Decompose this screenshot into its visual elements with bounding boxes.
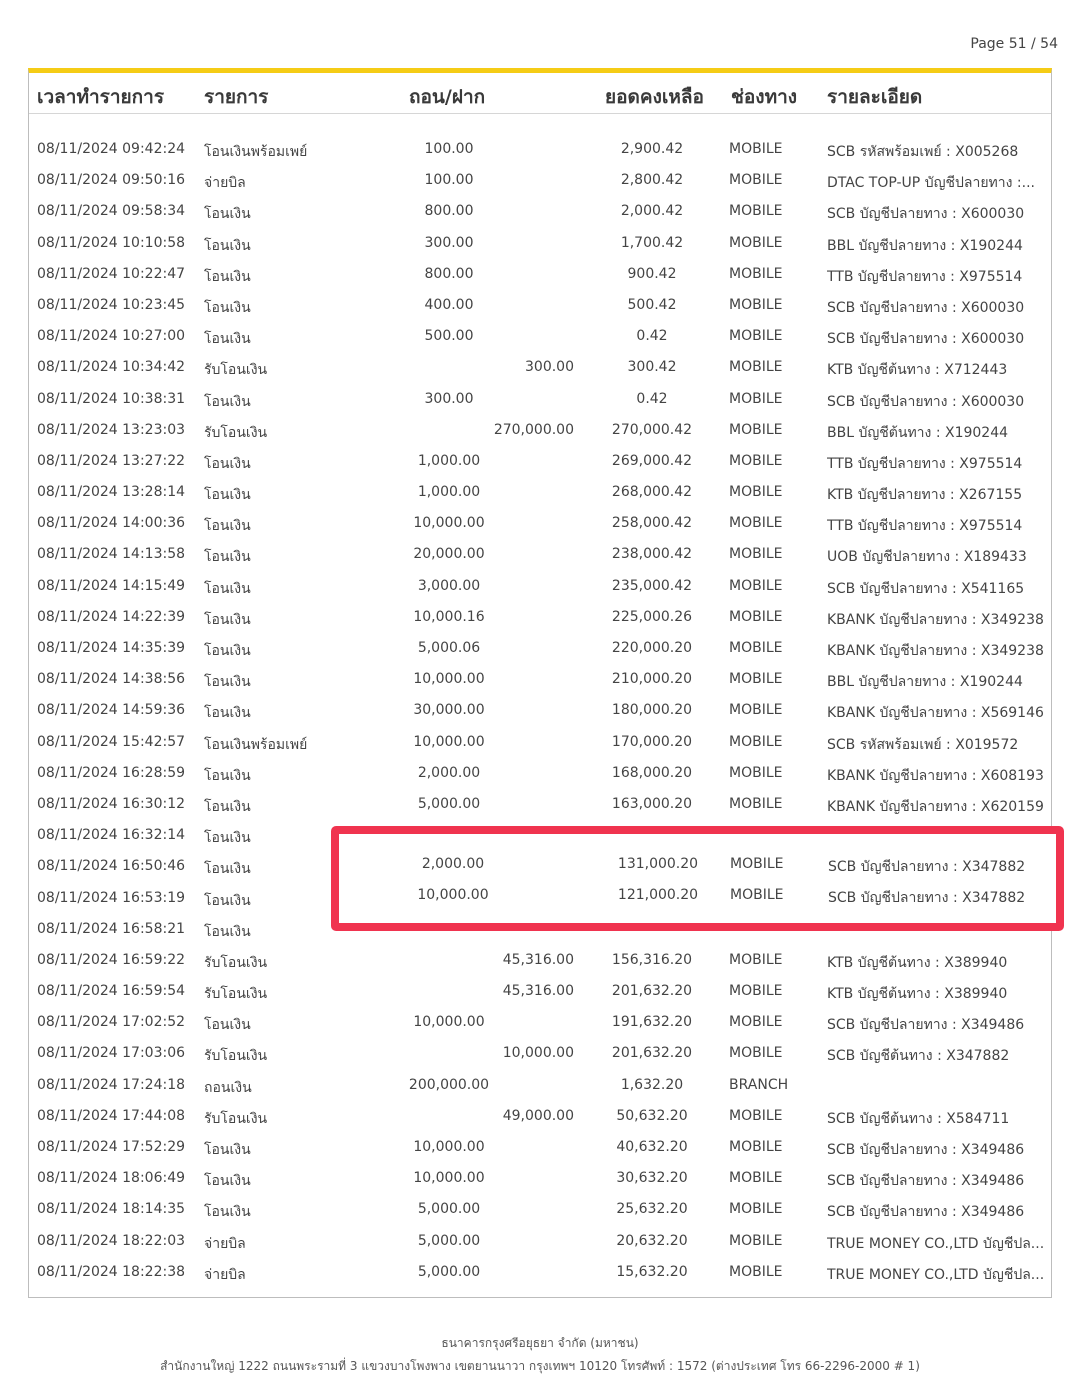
cell-time: 08/11/2024 14:13:58: [37, 546, 186, 563]
cell-det: BBL บัญชีปลายทาง : X190244: [827, 237, 1023, 254]
cell-bal: 1,700.42: [620, 234, 684, 251]
cell-bal: 900.42: [627, 265, 677, 282]
cell-det: TTB บัญชีปลายทาง : X975514: [827, 518, 1023, 535]
cell-ch: MOBILE: [729, 951, 783, 968]
header-detail: รายละเอียด: [827, 86, 923, 108]
cell-item: รับโอนเงิน: [204, 362, 268, 379]
cell-ch: MOBILE: [729, 484, 783, 501]
cell-time: 08/11/2024 16:58:21: [37, 920, 186, 937]
cell-ch: MOBILE: [729, 1232, 783, 1249]
cell-wd: 10,000.00: [413, 733, 485, 750]
cell-time: 08/11/2024 10:22:47: [37, 265, 186, 282]
cell-ch: MOBILE: [729, 702, 783, 719]
cell-time: 08/11/2024 13:23:03: [37, 421, 186, 438]
cell-item: โอนเงิน: [204, 767, 251, 784]
cell-item: จ่ายบิล: [204, 1266, 246, 1283]
cell-ch: MOBILE: [729, 671, 783, 688]
cell-dep: 270,000.00: [493, 421, 574, 438]
cell-wd: 1,000.00: [417, 452, 481, 469]
cell-det: SCB บัญชีปลายทาง : X349486: [827, 1173, 1025, 1190]
table-row: [29, 135, 1051, 166]
table-row: [29, 478, 1051, 509]
cell-wd: 800.00: [424, 203, 474, 220]
cell-ch: MOBILE: [729, 421, 783, 438]
cell-det: SCB รหัสพร้อมเพย์ : X005268: [827, 144, 1019, 160]
cell-wd: 1,000.00: [417, 484, 481, 501]
cell-item: รับโอนเงิน: [204, 954, 268, 971]
cell-bal: 15,632.20: [616, 1263, 688, 1280]
cell-item: โอนเงิน: [204, 455, 251, 472]
cell-item: รับโอนเงิน: [204, 1110, 268, 1127]
cell-time: 08/11/2024 10:23:45: [37, 296, 186, 313]
cell-ch: MOBILE: [729, 733, 783, 750]
highlight-channel: MOBILE: [730, 856, 784, 872]
cell-item: โอนเงิน: [204, 549, 251, 566]
table-row: [29, 509, 1051, 540]
cell-item: โอนเงิน: [204, 268, 251, 285]
cell-time: 08/11/2024 10:34:42: [37, 359, 186, 376]
statement-table: [28, 68, 1052, 1298]
cell-dep: 10,000.00: [502, 1045, 574, 1062]
table-row: [29, 385, 1051, 416]
cell-bal: 50,632.20: [616, 1107, 688, 1124]
cell-item: จ่ายบิล: [204, 175, 246, 192]
cell-det: SCB บัญชีปลายทาง : X349486: [827, 1204, 1025, 1221]
cell-wd: 20,000.00: [413, 546, 485, 563]
cell-time: 08/11/2024 16:53:19: [37, 889, 186, 906]
cell-ch: BRANCH: [729, 1076, 789, 1093]
cell-item: รับโอนเงิน: [204, 424, 268, 441]
cell-bal: 270,000.42: [611, 421, 693, 438]
cell-ch: MOBILE: [729, 1014, 783, 1031]
cell-time: 08/11/2024 14:59:36: [37, 702, 186, 719]
cell-bal: 0.42: [636, 328, 668, 345]
cell-time: 08/11/2024 16:30:12: [37, 795, 186, 812]
cell-item: โอนเงินพร้อมเพย์: [204, 736, 308, 753]
table-row: [29, 572, 1051, 603]
cell-ch: MOBILE: [729, 452, 783, 469]
cell-bal: 1,632.20: [620, 1076, 684, 1093]
cell-det: SCB บัญชีต้นทาง : X584711: [827, 1110, 1010, 1127]
cell-time: 08/11/2024 15:42:57: [37, 733, 186, 750]
cell-item: โอนเงิน: [204, 518, 251, 535]
cell-bal: 25,632.20: [616, 1201, 688, 1218]
table-row: [29, 1071, 1051, 1102]
cell-time: 08/11/2024 16:28:59: [37, 764, 186, 781]
cell-det: KBANK บัญชีปลายทาง : X608193: [827, 767, 1044, 784]
header-balance: ยอดคงเหลือ: [605, 86, 704, 108]
cell-time: 08/11/2024 18:22:03: [37, 1232, 186, 1249]
cell-dep: 45,316.00: [502, 951, 574, 968]
table-row: [29, 447, 1051, 478]
table-body: [29, 135, 1051, 1289]
cell-wd: 3,000.00: [417, 577, 481, 594]
cell-item: โอนเงิน: [204, 331, 251, 348]
cell-time: 08/11/2024 18:14:35: [37, 1201, 186, 1218]
cell-time: 08/11/2024 13:27:22: [37, 452, 186, 469]
cell-item: โอนเงิน: [204, 1173, 251, 1190]
cell-wd: 500.00: [424, 328, 474, 345]
cell-det: SCB บัญชีปลายทาง : X541165: [827, 580, 1025, 597]
cell-wd: 2,000.00: [417, 764, 481, 781]
page-number: Page 51 / 54: [970, 36, 1058, 52]
table-row: [29, 229, 1051, 260]
cell-det: SCB บัญชีปลายทาง : X600030: [827, 331, 1025, 348]
cell-bal: 500.42: [627, 296, 677, 313]
cell-bal: 156,316.20: [611, 951, 693, 968]
cell-dep: 300.00: [525, 359, 574, 376]
header-withdraw-deposit: ถอน/ฝาก: [409, 86, 486, 108]
cell-det: TRUE MONEY CO.,LTD บัญชีปล...: [827, 1266, 1045, 1283]
cell-ch: MOBILE: [729, 577, 783, 594]
table-row: [29, 634, 1051, 665]
cell-bal: 225,000.26: [611, 608, 693, 625]
cell-ch: MOBILE: [729, 141, 783, 157]
cell-time: 08/11/2024 17:24:18: [37, 1076, 186, 1093]
cell-wd: 200,000.00: [408, 1076, 490, 1093]
table-row: [29, 416, 1051, 447]
cell-bal: 40,632.20: [616, 1139, 688, 1155]
cell-bal: 201,632.20: [611, 1045, 693, 1062]
cell-item: โอนเงินพร้อมเพย์: [204, 144, 308, 160]
cell-bal: 2,000.42: [620, 203, 684, 220]
cell-det: BBL บัญชีต้นทาง : X190244: [827, 424, 1009, 441]
cell-wd: 10,000.00: [413, 1170, 485, 1187]
cell-time: 08/11/2024 14:35:39: [37, 640, 186, 656]
table-row: [29, 291, 1051, 322]
cell-bal: 2,900.42: [620, 141, 684, 157]
cell-ch: MOBILE: [729, 515, 783, 532]
cell-wd: 300.00: [424, 390, 474, 407]
cell-item: โอนเงิน: [204, 487, 251, 504]
cell-wd: 800.00: [424, 265, 474, 282]
table-row: [29, 1039, 1051, 1070]
cell-time: 08/11/2024 17:44:08: [37, 1107, 186, 1124]
cell-ch: MOBILE: [729, 1170, 783, 1187]
cell-time: 08/11/2024 14:00:36: [37, 515, 186, 532]
cell-det: SCB รหัสพร้อมเพย์ : X019572: [827, 736, 1019, 753]
cell-det: SCB บัญชีปลายทาง : X349486: [827, 1142, 1025, 1158]
cell-bal: 170,000.20: [611, 733, 693, 750]
cell-det: SCB บัญชีปลายทาง : X600030: [827, 299, 1025, 316]
table-row: [29, 353, 1051, 384]
cell-ch: MOBILE: [729, 1263, 783, 1280]
cell-time: 08/11/2024 14:22:39: [37, 608, 186, 625]
cell-det: TRUE MONEY CO.,LTD บัญชีปล...: [827, 1235, 1045, 1252]
footer-bank-name: ธนาคารกรุงศรีอยุธยา จำกัด (มหาชน): [441, 1336, 639, 1350]
cell-bal: 191,632.20: [611, 1014, 693, 1031]
cell-wd: 30,000.00: [413, 702, 485, 719]
cell-time: 08/11/2024 18:22:38: [37, 1263, 186, 1280]
cell-time: 08/11/2024 17:52:29: [37, 1139, 186, 1155]
cell-det: TTB บัญชีปลายทาง : X975514: [827, 268, 1023, 285]
cell-ch: MOBILE: [729, 546, 783, 563]
cell-item: โอนเงิน: [204, 923, 251, 940]
cell-det: SCB บัญชีปลายทาง : X600030: [827, 206, 1025, 223]
cell-bal: 300.42: [627, 359, 677, 376]
cell-wd: 10,000.16: [413, 608, 485, 625]
table-row: [29, 322, 1051, 353]
cell-bal: 163,000.20: [611, 795, 693, 812]
cell-time: 08/11/2024 18:06:49: [37, 1170, 186, 1187]
cell-ch: MOBILE: [729, 296, 783, 313]
table-row: [29, 696, 1051, 727]
cell-wd: 10,000.00: [413, 515, 485, 532]
cell-det: SCB บัญชีปลายทาง : X600030: [827, 393, 1025, 410]
header-item: รายการ: [204, 86, 269, 108]
table-row: [29, 1258, 1051, 1289]
cell-ch: MOBILE: [729, 764, 783, 781]
cell-time: 08/11/2024 09:58:34: [37, 203, 186, 220]
cell-wd: 300.00: [424, 234, 474, 251]
cell-det: KBANK บัญชีปลายทาง : X349238: [827, 611, 1044, 628]
cell-item: รับโอนเงิน: [204, 1048, 268, 1065]
cell-time: 08/11/2024 16:59:54: [37, 983, 186, 1000]
cell-item: โอนเงิน: [204, 798, 251, 815]
cell-ch: MOBILE: [729, 328, 783, 345]
cell-wd: 5,000.00: [417, 1263, 481, 1280]
highlight-balance: 131,000.20: [617, 856, 699, 872]
cell-time: 08/11/2024 09:42:24: [37, 141, 186, 157]
highlight-detail: SCB บัญชีปลายทาง : X347882: [828, 890, 1026, 906]
cell-ch: MOBILE: [729, 1045, 783, 1062]
cell-item: โอนเงิน: [204, 1142, 251, 1158]
table-row: [29, 946, 1051, 977]
cell-item: โอนเงิน: [204, 892, 251, 909]
table-row: [29, 603, 1051, 634]
cell-item: โอนเงิน: [204, 206, 251, 223]
table-row: [29, 1102, 1051, 1133]
table-row: [29, 1195, 1051, 1226]
cell-det: BBL บัญชีปลายทาง : X190244: [827, 674, 1023, 691]
cell-item: ถอนเงิน: [204, 1079, 252, 1096]
cell-time: 08/11/2024 10:27:00: [37, 328, 186, 345]
cell-dep: 45,316.00: [502, 983, 574, 1000]
cell-bal: 0.42: [636, 390, 668, 407]
table-row: [29, 977, 1051, 1008]
cell-det: TTB บัญชีปลายทาง : X975514: [827, 455, 1023, 472]
cell-time: 08/11/2024 13:28:14: [37, 484, 186, 501]
cell-ch: MOBILE: [729, 265, 783, 282]
table-row: [29, 1133, 1051, 1164]
cell-item: โอนเงิน: [204, 830, 251, 847]
cell-dep: 49,000.00: [502, 1107, 574, 1124]
cell-det: DTAC TOP-UP บัญชีปลายทาง :...: [827, 175, 1035, 192]
cell-ch: MOBILE: [729, 795, 783, 812]
cell-bal: 201,632.20: [611, 983, 693, 1000]
cell-det: KTB บัญชีต้นทาง : X389940: [827, 986, 1008, 1003]
table-row: [29, 665, 1051, 696]
cell-ch: MOBILE: [729, 390, 783, 407]
cell-time: 08/11/2024 16:59:22: [37, 951, 186, 968]
cell-item: โอนเงิน: [204, 1017, 251, 1034]
cell-det: KTB บัญชีต้นทาง : X712443: [827, 362, 1008, 379]
cell-wd: 10,000.00: [413, 1139, 485, 1155]
cell-wd: 10,000.00: [413, 1014, 485, 1031]
cell-item: โอนเงิน: [204, 580, 251, 597]
cell-wd: 100.00: [424, 172, 474, 189]
header-time: เวลาทำรายการ: [37, 86, 165, 108]
cell-item: จ่ายบิล: [204, 1235, 246, 1252]
cell-bal: 220,000.20: [611, 640, 693, 656]
cell-bal: 268,000.42: [611, 484, 693, 501]
cell-time: 08/11/2024 10:10:58: [37, 234, 186, 251]
cell-item: โอนเงิน: [204, 299, 251, 316]
footer-address: สำนักงานใหญ่ 1222 ถนนพระรามที่ 3 แขวงบางโพงพาง เขตยานนาวา กรุงเทพฯ 10120 โทรศัพท์ : 1572 (ต่างประเทศ โทร 66-2296-2000 # 1): [160, 1359, 920, 1373]
cell-wd: 400.00: [424, 296, 474, 313]
highlight-detail: SCB บัญชีปลายทาง : X347882: [828, 859, 1026, 875]
cell-det: KTB บัญชีต้นทาง : X389940: [827, 954, 1008, 971]
cell-ch: MOBILE: [729, 1201, 783, 1218]
cell-item: โอนเงิน: [204, 393, 251, 410]
cell-time: 08/11/2024 16:32:14: [37, 827, 186, 844]
cell-ch: MOBILE: [729, 203, 783, 220]
cell-bal: 238,000.42: [611, 546, 693, 563]
table-header: [29, 73, 1051, 114]
cell-item: โอนเงิน: [204, 705, 251, 722]
cell-det: UOB บัญชีปลายทาง : X189433: [827, 549, 1027, 566]
cell-ch: MOBILE: [729, 172, 783, 189]
highlight-box: [331, 826, 1064, 931]
table-row: [29, 1227, 1051, 1258]
cell-bal: 269,000.42: [611, 452, 693, 469]
cell-det: SCB บัญชีปลายทาง : X349486: [827, 1017, 1025, 1034]
cell-bal: 20,632.20: [616, 1232, 688, 1249]
cell-bal: 180,000.20: [611, 702, 693, 719]
cell-time: 08/11/2024 17:03:06: [37, 1045, 186, 1062]
highlight-withdraw: 10,000.00: [417, 887, 489, 903]
cell-bal: 2,800.42: [620, 172, 684, 189]
cell-wd: 100.00: [424, 141, 474, 157]
cell-ch: MOBILE: [729, 608, 783, 625]
highlight-withdraw: 2,000.00: [421, 856, 485, 872]
cell-ch: MOBILE: [729, 359, 783, 376]
table-row: [29, 1008, 1051, 1039]
cell-item: โอนเงิน: [204, 643, 251, 659]
table-row: [29, 540, 1051, 571]
cell-time: 08/11/2024 17:02:52: [37, 1014, 186, 1031]
cell-time: 08/11/2024 09:50:16: [37, 172, 186, 189]
header-channel: ช่องทาง: [731, 86, 798, 108]
cell-time: 08/11/2024 10:38:31: [37, 390, 186, 407]
cell-bal: 258,000.42: [611, 515, 693, 532]
cell-wd: 10,000.00: [413, 671, 485, 688]
cell-wd: 5,000.00: [417, 1201, 481, 1218]
cell-item: โอนเงิน: [204, 237, 251, 254]
table-row: [29, 728, 1051, 759]
table-row: [29, 1164, 1051, 1195]
cell-wd: 5,000.06: [417, 640, 481, 656]
cell-det: KTB บัญชีปลายทาง : X267155: [827, 487, 1023, 504]
cell-ch: MOBILE: [729, 1107, 783, 1124]
cell-item: โอนเงิน: [204, 861, 251, 878]
cell-wd: 5,000.00: [417, 1232, 481, 1249]
table-row: [29, 260, 1051, 291]
cell-det: SCB บัญชีต้นทาง : X347882: [827, 1048, 1010, 1065]
table-row: [29, 790, 1051, 821]
cell-item: โอนเงิน: [204, 674, 251, 691]
highlight-balance: 121,000.20: [617, 887, 699, 903]
cell-time: 08/11/2024 14:15:49: [37, 577, 186, 594]
cell-item: โอนเงิน: [204, 1204, 251, 1221]
cell-item: รับโอนเงิน: [204, 986, 268, 1003]
cell-bal: 210,000.20: [611, 671, 693, 688]
cell-bal: 168,000.20: [611, 764, 693, 781]
cell-ch: MOBILE: [729, 640, 783, 656]
cell-det: KBANK บัญชีปลายทาง : X569146: [827, 705, 1044, 722]
cell-item: โอนเงิน: [204, 611, 251, 628]
cell-ch: MOBILE: [729, 983, 783, 1000]
table-row: [29, 166, 1051, 197]
table-row: [29, 759, 1051, 790]
cell-det: KBANK บัญชีปลายทาง : X349238: [827, 643, 1044, 659]
cell-bal: 235,000.42: [611, 577, 693, 594]
cell-wd: 5,000.00: [417, 795, 481, 812]
cell-time: 08/11/2024 14:38:56: [37, 671, 186, 688]
cell-det: KBANK บัญชีปลายทาง : X620159: [827, 798, 1044, 815]
cell-ch: MOBILE: [729, 1139, 783, 1155]
highlight-channel: MOBILE: [730, 887, 784, 903]
table-row: [29, 197, 1051, 228]
cell-time: 08/11/2024 16:50:46: [37, 858, 186, 875]
cell-bal: 30,632.20: [616, 1170, 688, 1187]
cell-ch: MOBILE: [729, 234, 783, 251]
